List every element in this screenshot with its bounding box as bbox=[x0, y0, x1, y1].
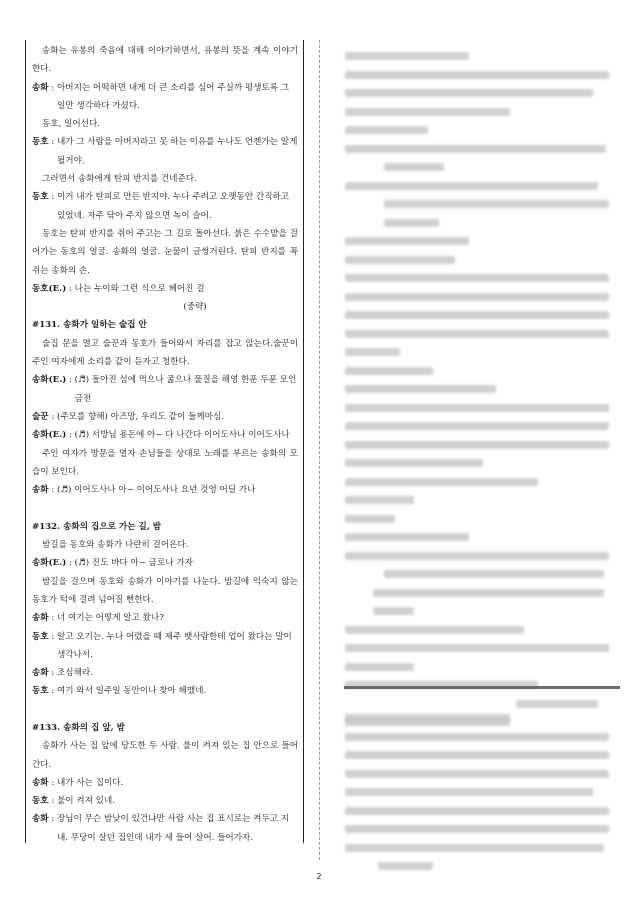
redacted-line bbox=[345, 825, 609, 833]
redacted-line bbox=[345, 533, 469, 541]
redacted-line bbox=[384, 219, 439, 227]
redacted-right-column bbox=[345, 52, 620, 737]
redacted-line bbox=[345, 496, 414, 504]
redacted-line bbox=[345, 751, 609, 759]
redacted-line bbox=[345, 714, 510, 722]
dialogue-line: 동호 : 알고 오기는. 누나 어렸을 때 제주 뱃사람한테 업어 왔다는 말이 생각나서. bbox=[32, 628, 298, 665]
redacted-line bbox=[345, 126, 428, 134]
dialogue-text: 이거 내가 탄피로 만든 반지야. 누나 주려고 오랫동안 간직하고 있었네. 자주 닦아 주지 않으면 녹이 슬어. bbox=[56, 192, 290, 221]
redacted-line bbox=[384, 200, 610, 208]
redacted-line bbox=[345, 293, 609, 301]
dialogue-line: 동호(E.) : 나는 누이와 그런 식으로 헤어진 걸 bbox=[32, 280, 298, 298]
redacted-line bbox=[345, 71, 609, 79]
dialogue-line: 술꾼 : (주모를 향해) 아즈망, 우리도 같이 들께마심. bbox=[32, 408, 298, 426]
redacted-line bbox=[345, 788, 593, 796]
redacted-line bbox=[345, 441, 609, 449]
blank-line bbox=[32, 701, 298, 719]
dialogue-text: (♬) 이어도사나 아~ 이어도사나 요년 것엉 어딜 가나 bbox=[56, 485, 256, 496]
dialogue-line: 동호 : 내가 그 사람을 아버지라고 못 하는 이유를 누나도 언젠가는 알게 될거야. bbox=[32, 133, 298, 170]
speaker: 송화(E.) bbox=[32, 430, 67, 441]
dialogue-text: (♬) 서방님 용돈에 아~ 다 나간다 이어도사나 이어도사나 bbox=[74, 430, 290, 441]
redacted-line bbox=[345, 182, 598, 190]
redacted-line bbox=[345, 145, 606, 153]
redacted-line bbox=[345, 644, 609, 652]
redacted-line bbox=[345, 108, 510, 116]
speaker: 동호 bbox=[32, 192, 49, 203]
redacted-line bbox=[345, 422, 609, 430]
column-divider bbox=[319, 40, 320, 860]
speaker: 송화 bbox=[32, 814, 49, 825]
speaker: 송화 bbox=[32, 485, 49, 496]
scene-heading: #133. 송화의 집 앞, 밤 bbox=[32, 722, 125, 733]
dialogue-text: (주모를 향해) 아즈망, 우리도 같이 들께마심. bbox=[56, 411, 224, 422]
page-number: 2 bbox=[316, 872, 322, 881]
left-column-text bbox=[32, 42, 298, 847]
dialogue-line: 송화 : 내가 사는 집이다. bbox=[32, 774, 298, 792]
redacted-line bbox=[384, 163, 445, 171]
dialogue-line: 송화(E.) : (♬) 진도 바다 아~ 금로나 가자 bbox=[32, 554, 298, 572]
redacted-line bbox=[345, 807, 609, 815]
redacted-line bbox=[378, 862, 433, 870]
speaker: 송화(E.) bbox=[32, 375, 67, 386]
dialogue-line: 동호 : 불이 켜져 있네. bbox=[32, 792, 298, 810]
dialogue-text: 아버지는 어떡하면 내게 더 큰 소리를 심어 주실까 평생토록 그 일만 생각하다 가셨다. bbox=[56, 82, 290, 111]
dialogue-text: 여기 와서 일주일 동안이나 찾아 헤맸네. bbox=[56, 686, 207, 697]
dialogue-line: 동호 : 여기 와서 일주일 동안이나 찾아 헤맸네. bbox=[32, 682, 298, 700]
redacted-line bbox=[345, 515, 395, 523]
dialogue-line: 동호 : 이거 내가 탄피로 만든 반지야. 누나 주려고 오랫동안 간직하고 있었네. 자주 닦아 주지 않으면 녹이 슬어. bbox=[32, 188, 298, 225]
redacted-line bbox=[345, 552, 609, 560]
dialogue-line: 송화(E.) : (♬) 서방님 용돈에 아~ 다 나간다 이어도사나 이어도사나 bbox=[32, 426, 298, 444]
redacted-line bbox=[345, 256, 455, 264]
dialogue-line: 송화 : 장님이 무슨 밤낮이 있건냐만 사람 사는 집 표시로는 켜두고 지내. 무당이 살던 집인데 내가 세 들어 살어. 들어가자. bbox=[32, 810, 298, 847]
speaker: 동호 bbox=[32, 796, 49, 807]
redacted-line bbox=[345, 733, 609, 741]
dialogue-text: 내가 사는 집이다. bbox=[56, 777, 124, 788]
dialogue-text: 나는 누이와 그런 식으로 헤어진 걸 bbox=[74, 283, 205, 294]
dialogue-text: 장님이 무슨 밤낮이 있건냐만 사람 사는 집 표시로는 켜두고 지내. 무당이 살던 집인데 내가 세 들어 살어. 들어가자. bbox=[56, 814, 290, 843]
redacted-line bbox=[373, 589, 604, 597]
blank-line bbox=[32, 499, 298, 517]
dialogue-line: 송화 : (♬) 이어도사나 아~ 이어도사나 요년 것엉 어딜 가나 bbox=[32, 481, 298, 499]
redacted-line bbox=[345, 348, 400, 356]
scene-heading: #132. 송화의 집으로 가는 길, 밤 bbox=[32, 521, 162, 532]
scene-heading: #131. 송화가 일하는 술집 안 bbox=[32, 320, 147, 331]
redacted-line bbox=[384, 570, 604, 578]
stage-direction: 밤길을 동호와 송화가 나란히 걸어온다. bbox=[42, 540, 189, 551]
stage-direction: 송화가 사는 집 앞에 당도한 두 사람. 불이 켜져 있는 집 안으로 들어간다. bbox=[32, 741, 298, 770]
dialogue-line: 송화 : 조심해라. bbox=[32, 664, 298, 682]
redacted-line bbox=[345, 844, 604, 852]
redacted-line bbox=[345, 404, 609, 412]
speaker: 송화(E.) bbox=[32, 558, 67, 569]
redacted-line bbox=[373, 607, 414, 615]
redacted-line bbox=[345, 237, 469, 245]
dialogue-text: 내가 그 사람을 아버지라고 못 하는 이유를 누나도 언젠가는 알게 될거야. bbox=[56, 137, 298, 166]
speaker: 술꾼 bbox=[32, 411, 49, 422]
redacted-line bbox=[345, 459, 483, 467]
omission-note: (중략) bbox=[183, 302, 207, 313]
redacted-line bbox=[345, 770, 609, 778]
dialogue-text: 알고 오기는. 누나 어렸을 때 제주 뱃사람한테 업어 왔다는 말이 생각나서. bbox=[56, 631, 292, 660]
dialogue-line: 송화 : 아버지는 어떡하면 내게 더 큰 소리를 심어 주실까 평생토록 그 일만 생각하다 가셨다. bbox=[32, 79, 298, 116]
dialogue-line: 송화 : 너 여기는 어떻게 알고 왔나? bbox=[32, 609, 298, 627]
dialogue-line: 송화(E.) : (♬) 돌아진 섬에 먹으나 굶으나 물질을 해영 한푼 두푼 모인 금전 bbox=[32, 371, 298, 408]
section-rule bbox=[344, 686, 620, 689]
redacted-line bbox=[345, 89, 593, 97]
stage-direction: 송화는 유봉의 죽음에 대해 이야기하면서, 유봉의 뜻을 계속 이야기한다. bbox=[32, 46, 298, 75]
redacted-line bbox=[516, 700, 599, 708]
dialogue-text: 불이 켜져 있네. bbox=[56, 796, 115, 807]
redacted-line bbox=[345, 385, 496, 393]
stage-direction: 술집 문을 열고 술꾼과 동호가 들어와서 자리를 잡고 앉는다.술꾼이 주인 여자에게 소리를 같이 듣자고 청한다. bbox=[32, 338, 298, 368]
dialogue-text: 조심해라. bbox=[56, 668, 93, 679]
speaker: 송화 bbox=[32, 668, 49, 679]
redacted-line bbox=[345, 626, 524, 634]
stage-direction: 동호는 탄피 반지를 쥐어 주고는 그 길로 돌아선다. 붉은 수수밭을 걸어가는 동호의 얼굴. 송화의 얼굴. 눈물이 글썽거린다. 탄피 반지를 꼭 쥐는 송화의 손. bbox=[32, 228, 298, 276]
redacted-line bbox=[345, 52, 469, 60]
redacted-right-column-lower bbox=[345, 714, 620, 881]
speaker: 송화 bbox=[32, 777, 49, 788]
speaker: 동호 bbox=[32, 686, 49, 697]
speaker: 동호 bbox=[32, 137, 49, 148]
redacted-line bbox=[345, 663, 414, 671]
redacted-line bbox=[345, 274, 609, 282]
stage-direction: 주인 여자가 방문을 열자 손님들을 상대로 노래를 부르는 송화의 모습이 보인다. bbox=[32, 448, 298, 477]
redacted-line bbox=[345, 330, 609, 338]
redacted-line bbox=[345, 478, 538, 486]
stage-direction: 그러면서 송화에게 탄피 반지를 건네준다. bbox=[42, 174, 197, 185]
stage-direction: 밤길을 걸으며 동호와 송화가 이야기를 나눈다. 밤길에 익숙지 않는 동호가 턱에 걸려 넘어질 뻔한다. bbox=[32, 576, 298, 605]
stage-direction: 동호, 일어선다. bbox=[42, 119, 101, 130]
speaker: 동호(E.) bbox=[32, 283, 67, 294]
redacted-line bbox=[345, 367, 433, 375]
speaker: 송화 bbox=[32, 82, 49, 93]
redacted-line bbox=[345, 311, 609, 319]
dialogue-text: 너 여기는 어떻게 알고 왔나? bbox=[56, 613, 164, 624]
dialogue-text: (♬) 돌아진 섬에 먹으나 굶으나 물질을 해영 한푼 두푼 모인 금전 bbox=[74, 375, 297, 404]
dialogue-text: (♬) 진도 바다 아~ 금로나 가자 bbox=[74, 558, 193, 569]
speaker: 송화 bbox=[32, 613, 49, 624]
speaker: 동호 bbox=[32, 631, 49, 642]
